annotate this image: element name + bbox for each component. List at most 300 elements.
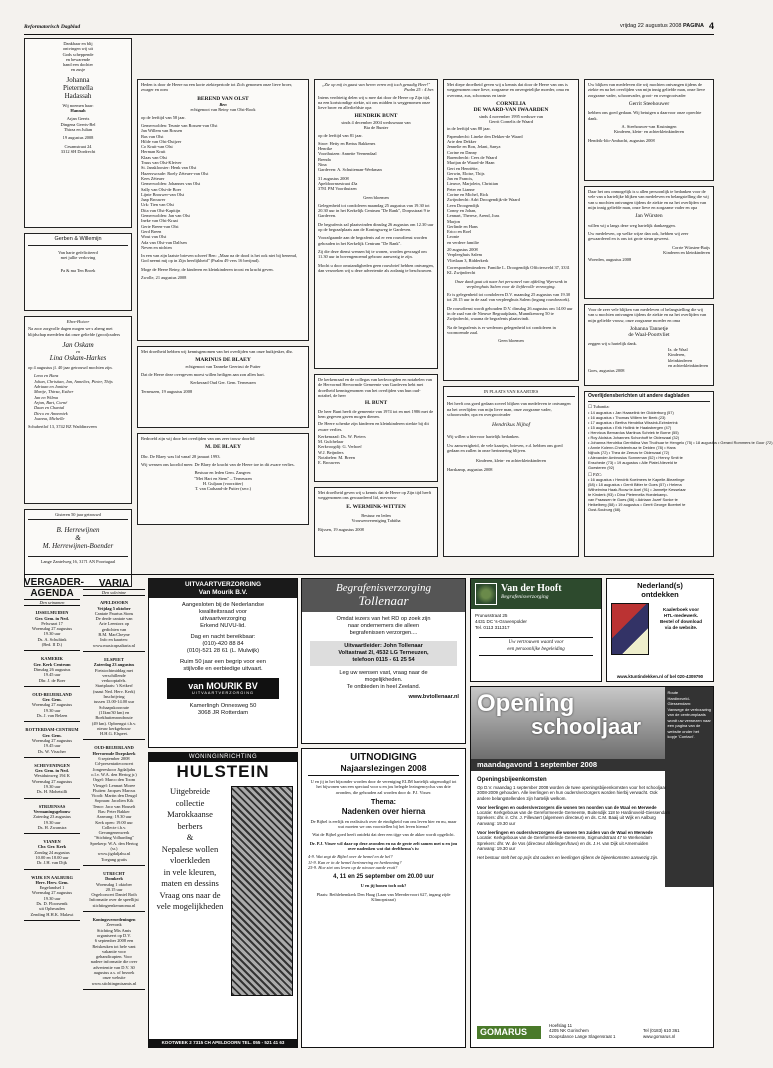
agenda-item-line: Chr. Ger. Kerk bbox=[37, 844, 67, 850]
question-line: 4-9. Wat zegt de Bijbel over de hemel en de hel? bbox=[308, 854, 393, 860]
varia bbox=[83, 578, 145, 1048]
agenda-item-line: Dhr. J. de Boer bbox=[38, 677, 66, 683]
ontdekken-title bbox=[607, 582, 713, 599]
varia-item-line: onze website bbox=[102, 975, 126, 981]
varia-item-line: (naast Ned. Herv. Kerk) bbox=[92, 688, 136, 694]
waard-quote: Onze dank gaat uit naar het personeel van afdeling Wyersenk in verpleeghuis Salem voor de liefdevolle verzorging. bbox=[454, 278, 568, 289]
name-line: Johanna bbox=[66, 75, 90, 84]
call-name: Hannah bbox=[70, 108, 86, 114]
agenda-item-line: Ds. J. van Belzen bbox=[36, 713, 68, 719]
gomarus-footer bbox=[477, 1023, 709, 1040]
varia-item-line: Kerk open: 19.00 uur bbox=[95, 819, 133, 825]
text-line: Locatie: Kerkgebouw van de Gereformeerde Gemeente, Buitendijk 118 te Hardinxveld-Giessendam bbox=[477, 810, 671, 816]
wermink-signature bbox=[318, 513, 434, 524]
name-line: de Waal-Poortvliet bbox=[628, 332, 670, 339]
varia-item-line: De derde cantate van bbox=[95, 616, 133, 622]
name-line: Hadassah bbox=[64, 91, 92, 100]
family-line: Bas van Olst bbox=[141, 133, 164, 139]
family-line: Arie den Dekker bbox=[447, 139, 477, 145]
text-line: Gods scheppende bbox=[62, 51, 94, 57]
family-line: Johan, Christian, Jan, Annelies, Pieter, Thijs bbox=[34, 378, 113, 384]
varia-item-line: stichtingrenkerunoma.nl bbox=[92, 902, 136, 908]
text-line: met jullie verloving bbox=[60, 254, 96, 260]
text-line: UITVAARTVERZORGING bbox=[184, 581, 262, 588]
varia-item-line: Zaterdag 23 augustus bbox=[93, 662, 135, 668]
gomarus-section2: Voor leerlingen en ouders/verzorgers die wonen ten zuiden van de Waal en Merwede bbox=[477, 830, 653, 836]
text-line: Vanwege de verbouwing bbox=[667, 706, 711, 712]
family-line: Ada van Olst-van Dalfsen bbox=[141, 239, 187, 245]
varia-item-line: augustus a.s. of bezoek bbox=[93, 970, 135, 975]
text-line: kleinkinderen bbox=[668, 357, 693, 363]
obituary-item: Heikelberg (58) • 19 augustus • Gerrit George Boerbel te bbox=[588, 501, 686, 507]
text-line: (010)-521 28 61 (L. Mulwijk) bbox=[186, 648, 260, 654]
family-line: Lena en Hans bbox=[34, 373, 59, 379]
text-line: Locatie: Kerkgebouw van de Gereformeerde Gemeente, Sigmundstraat 47 te Werkendam bbox=[477, 835, 652, 841]
church-signatures bbox=[318, 434, 434, 466]
bunt-text4: Zij die deze dienst wensen bij te wonen, worden gevraagd om 11.30 uur in bovengenoemd gebouw aanwezig te zijn. bbox=[318, 248, 427, 260]
waard-since: sinds 4 november 1995 weduwe van bbox=[478, 113, 544, 119]
birth-address bbox=[28, 144, 128, 155]
death-blaey-choir bbox=[137, 433, 309, 525]
gomarus-note: Het bestuur stelt het op prijs dat ouders en leerlingen tijdens de bijeenkomsten aanwezig zijn. bbox=[477, 855, 659, 861]
obituary-item: Enschede (73) • 19 augustus • Alle Platel-Nieveld te bbox=[588, 459, 678, 465]
agenda-item-line: Ds. A. Schultink bbox=[37, 636, 67, 642]
agenda-item-line: Ds. W. Visscher bbox=[38, 748, 66, 754]
varia-item-line: advertentie van D.V. 30 bbox=[93, 964, 135, 970]
hulstein-line: Vraag ons naar de bbox=[159, 889, 221, 900]
family-line: Leen Droogendijk bbox=[447, 202, 480, 208]
thema: Nadenken over hierna bbox=[341, 806, 426, 816]
hulstein-line: maten en dessins bbox=[161, 878, 219, 888]
varia-item-line: Fluiten: Jacques Marcus bbox=[92, 787, 136, 793]
text-line: Aanvang: 19.30 uur bbox=[477, 820, 516, 826]
agenda-item-place: IJSSELMUIDEN bbox=[35, 610, 69, 616]
varia-item-line: (sr.) bbox=[110, 846, 118, 852]
wursten-text: Daar het ons onmogelijk is u allen persoonlijk te bedanken voor de vele van u hartelijke blijken van medeleven en belangstelling die wij van u mochten ontvangen tijdens de ziekte en na het overlijden van mijn innig geliefde man, onze lieve en zorgzame vader en opa bbox=[588, 189, 709, 210]
text-line: Erkend NUVU-lid. bbox=[200, 623, 246, 629]
text-line: telefoon 0115 - 61 25 54 bbox=[352, 657, 415, 663]
text-line: www.gomarus.nl bbox=[643, 1033, 676, 1039]
varia-item-line: gehandicapten. Voor bbox=[96, 954, 132, 960]
text-line: Aangesloten bij de Nederlandse bbox=[181, 602, 265, 608]
text-line: van de centrumplaats bbox=[667, 712, 706, 717]
varia-item-line: Zeevonk bbox=[106, 922, 122, 928]
tollenaar-title-1: Begrafenisverzorging bbox=[336, 582, 431, 594]
varia-item-line: Vioolt: Martin den Deugd bbox=[91, 793, 137, 799]
text-line: Dankbaar en blij bbox=[63, 41, 93, 46]
agenda-item-line: Zaterdag 23 augustus bbox=[33, 814, 71, 820]
uitnodiging-text2: De Bijbel is eerlijk en realistisch over de eindigheid van ons leven hier en nu, maar wat moeten we ons voorstellen bij het leven hierna? bbox=[310, 818, 457, 830]
varia-item-line: 6 september 2008 een bbox=[94, 938, 134, 944]
nijhof-text3: Uw aanwezigheid, de vele kaartjes, brieven, e.d. hebben ons goed gedaan en zullen in onze herinnering blijven. bbox=[447, 442, 563, 454]
steehouwer-name: Gerrit Steehouwer bbox=[628, 100, 670, 107]
agenda-item-line: Pelsvaart 17 bbox=[41, 620, 63, 626]
text-line: Bestuur en leden bbox=[361, 513, 391, 519]
anniversary-text: op 4 augustus jl. 40 jaar getrouwd mochten zijn. bbox=[28, 365, 113, 371]
hulstein-line: vloerkleden bbox=[169, 855, 211, 865]
tollenaar-text bbox=[302, 616, 465, 637]
text-line: Thirza en Julian bbox=[63, 126, 93, 132]
text-line: Voltastraat 2l, 4532 LG Terneuzen, bbox=[338, 650, 429, 656]
text-line: kwaliteitsraad voor bbox=[198, 609, 247, 615]
uitnodiging-title-1: UITNODIGING bbox=[350, 752, 417, 763]
choir-text2: Wij wensen ons koorlid meer. De Blaey de kracht van de Heere toe in dit zware verlies. bbox=[141, 462, 295, 468]
gomarus-text: Op D.V. maandag 1 september 2008 worden de twee openingsbijeenkomsten voor het schooljaar 2008-2009 gehouden. Alle leerlingen en hun ouders/verzorgers worden hierbij verwacht. Ook andere belangstellenden zijn hartelijk welkom. bbox=[477, 785, 667, 801]
agenda-item-line: 19.30 uur bbox=[43, 895, 61, 901]
waard-text3: Na de begrafenis is er wederom gelegenheid tot condoleren in voornoemde zaal. bbox=[447, 324, 556, 335]
agenda-item bbox=[24, 763, 80, 799]
hulstein-body bbox=[149, 782, 297, 996]
varia-item-line: www.musicapsaltaria.nl bbox=[92, 642, 136, 648]
mourik-address bbox=[149, 703, 297, 717]
family-line: Klaas van Olst bbox=[141, 154, 167, 160]
varia-item-line: tussen 13.00-14.00 uur bbox=[93, 699, 135, 705]
name-line: Pieternella bbox=[63, 83, 93, 92]
nijhof-name: Hendrikus Nijhof bbox=[491, 422, 531, 429]
gomarus-section1-list bbox=[477, 810, 669, 826]
text-line: Hoefslag 11 bbox=[549, 1022, 573, 1028]
ad-hulstein bbox=[148, 752, 298, 1048]
bunt-text2: De begrafenis zal plaatsvinden dinsdag 26 augustus om 12.30 uur op de begraafplaats aan de Koningsweg te Gardeven. bbox=[318, 221, 434, 233]
varia-item-line: Cantate Paurtus Sions bbox=[94, 610, 134, 616]
family-line: Papendrecht: Lineke den Dekker-de Waard bbox=[447, 133, 523, 139]
family-line: Peter en Lianne bbox=[447, 186, 475, 192]
gomarus-logo: GOMARUS bbox=[477, 1026, 541, 1039]
varia-item-line: o.l.v. W.A. den Hertog jr.) bbox=[91, 771, 137, 777]
varia-item-line: H.H.G. Elspeet. bbox=[100, 731, 128, 737]
varia-item-line: vakantie voor bbox=[101, 948, 127, 954]
hulstein-line: vele mogelijkheden bbox=[156, 901, 224, 911]
varia-item-place: UTRECHT bbox=[103, 870, 125, 876]
waard-name bbox=[447, 101, 575, 114]
agenda-item-line: Woensdag 27 augustus bbox=[31, 890, 73, 896]
varia-item-line: nieuw kerkgebouw bbox=[97, 725, 131, 731]
bunt-quote: „Zie op mij in gaast van heren veren mij toch genadig Heer!" bbox=[321, 82, 431, 87]
wursten-text2: willen wij u langs deze weg hartelijk dankzeggen. bbox=[588, 222, 676, 228]
ad-van-mourik bbox=[148, 578, 298, 748]
family-line: Daan en Chantal bbox=[34, 405, 65, 411]
pzc-label: ☐ PZC: bbox=[588, 471, 603, 477]
agenda-item-line: uit Opheusden bbox=[39, 906, 65, 912]
ad-van-der-hooft bbox=[470, 578, 602, 682]
agenda-item-line: Ger. Gem. in Ned. bbox=[35, 768, 69, 774]
family-line: Gert en Henriëtte, bbox=[447, 165, 479, 171]
name-line: DE WAARD-VAN IWAARDEN bbox=[473, 107, 549, 114]
hooft-header bbox=[471, 579, 601, 609]
text-line: en zusje bbox=[70, 67, 86, 73]
gomarus-route bbox=[665, 687, 713, 887]
agenda-item bbox=[24, 727, 80, 757]
bunt-no-flowers: Geen bloemen bbox=[363, 194, 389, 200]
tollenaar-text2 bbox=[302, 670, 465, 691]
text-line: Kinderen, klein- en achterkleinkinderen bbox=[614, 129, 684, 135]
tollenaar-web[interactable]: www.bvtollenaar.nl bbox=[408, 694, 459, 700]
family-line: Zwijndrecht: Adri Droogendijk-de Waard bbox=[447, 197, 520, 203]
family-line: Nina bbox=[318, 162, 327, 168]
text-line: Bestel of download bbox=[659, 619, 703, 624]
varia-item-line: Vleugel: Lennart Moree bbox=[92, 782, 136, 788]
family-line: Lijnte Brouwer-van Olst bbox=[141, 191, 185, 197]
text-line: Arjan Geerts bbox=[66, 116, 90, 122]
agenda-item bbox=[24, 610, 80, 651]
agenda-item-line: 19.30 uur bbox=[43, 707, 61, 713]
anniversary-intro: Na zoor zorgvolle dagen mogen we s abeng met blijdschap meedelen dat onze geliefde (groot)ouders bbox=[28, 326, 121, 337]
bunt-address bbox=[318, 181, 434, 192]
nijhof-text: Het heeft ons goed gedaan zoveel blijken van medeleven te ontvangen na het overlijden van mijn lieve man, onze zorgzame vader, schoonvader, opa en overgrootvader bbox=[447, 401, 571, 417]
agenda-item-line: 19.30 uur bbox=[43, 631, 61, 637]
varia-item-line: Inschrijving bbox=[103, 694, 125, 700]
obituary-item: Nijhuis (72) • Thea de Zeeuw te Oldenzaal (72) bbox=[588, 449, 670, 455]
family-line: Martje, Thirza, Esther bbox=[34, 389, 74, 395]
varia-item-line: Info en kaarten: bbox=[100, 637, 128, 643]
family-line: Dirco en Annemiek bbox=[34, 410, 68, 416]
text-line: 4205 NK Gorinchem bbox=[549, 1028, 589, 1033]
agenda-item-line: Ds. H. Zwanstra bbox=[37, 824, 67, 830]
thanks-nijhof bbox=[443, 386, 579, 557]
obituary-item: Goesteren (92) bbox=[588, 464, 615, 470]
obituary-item: • 16 augustus • Thomas Willem ter Beek (23) bbox=[588, 414, 666, 420]
olst-text2: Moge de Heere Reiny, de kinderen en kleinkinderen troost en kracht geven. bbox=[141, 266, 274, 272]
obituary-item: • Roy Aloisius Johannes Schonhoff te Oldenzaal (32) bbox=[588, 434, 680, 440]
olst-call: Ben bbox=[219, 102, 227, 108]
thanks-de-waal bbox=[584, 304, 714, 386]
varia-item-line: (49 km). Opbrengst t.b.v. bbox=[91, 720, 137, 726]
question-line: 25-9. Hoe ziet ons leven op de nieuwe aarde eruit? bbox=[308, 864, 398, 870]
text-line: Iz. de Waal bbox=[668, 347, 688, 353]
agenda-item-line: Westduinweg 194 K bbox=[34, 773, 70, 779]
family-line: Joanna, Michelle bbox=[34, 415, 65, 421]
ad-tollenaar bbox=[301, 578, 466, 744]
ad-gomarus bbox=[470, 686, 714, 1048]
agenda-item-line: Dinsdag 26 augustus bbox=[33, 666, 71, 672]
text-line: naar ondernemers die alleen bbox=[347, 623, 420, 629]
text-line: Giessendam: bbox=[667, 701, 692, 706]
church-name: H. BUNT bbox=[364, 400, 388, 407]
wermink-intro: Met droefheid geven wij u kennis dat de Heere op Zijn tijd heeft weggenomen ons gewaardeerd lid, mevrouw bbox=[318, 490, 432, 501]
blaey-name: MARINUS DE BLAEY bbox=[195, 357, 251, 364]
bunt-text3: Voorafgaande aan de begrafenis zal er een rouwdienst worden gehouden in het Kerkelijk Centrum "De Rank". bbox=[318, 235, 427, 246]
bunt-text5: Mocht u door omstandigheden geen rouwbrief hebben ontvangen, dan verzoeken wij u deze advertentie als zodanig te beschouwen. bbox=[318, 262, 434, 273]
name-line: CORNELIA bbox=[496, 100, 526, 107]
olst-text: In een van zijn laatste brieven schreef Ben: „Maar na de dood is het ook niet bij benemd, God neemt mij op in Zijn heerlijkheid" (Psalm 49 vers 16 berijmd). bbox=[141, 253, 298, 264]
family-line: Marjon bbox=[447, 218, 460, 224]
tubantia-list bbox=[588, 409, 773, 470]
family-line: Jennelie en Ron, Jelani, Sanya bbox=[447, 144, 501, 150]
waal-name bbox=[588, 326, 710, 339]
hulstein-line: Marokkaanse bbox=[167, 809, 213, 819]
birth-date: 19 augustus 2008 bbox=[62, 135, 94, 141]
family-line: Gerwin, Eloise, Thijs bbox=[447, 170, 485, 176]
bunt-since: sinds 4 december 2004 weduwnaar van bbox=[341, 119, 411, 125]
text-line: Corrie Würsten-Buijs bbox=[672, 244, 710, 250]
steehouwer-text2: hebben ons goed gedaan. Wij betuigen u daarvoor onze oprechte dank. bbox=[588, 110, 702, 121]
text-line: Hardinxveld- bbox=[667, 695, 690, 701]
varia-item-line: verschillende bbox=[102, 672, 126, 678]
obituary-item: • 17 augustus • Bertha Hendrika Wissink-Ezbrderink bbox=[588, 419, 678, 425]
uitnodiging-place: Plaats: Bethlehemkerk Den Haag (Laan van Meerdervoort 627, ingang zijde Klimopstraat) bbox=[316, 891, 451, 902]
tollenaar-title-2: Tollenaar bbox=[358, 593, 409, 608]
varia-sub: Den soleinine bbox=[83, 589, 145, 596]
agenda-item-line: Zondag 24 augustus bbox=[34, 849, 70, 855]
bunt-name: HENDRIK BUNT bbox=[354, 113, 398, 120]
text-line: ontvingen wij uit bbox=[62, 46, 93, 52]
thanks-steehouwer bbox=[584, 79, 714, 181]
family-line: Leonie bbox=[447, 234, 460, 240]
text-line: Ruim 50 jaar een begrip voor een bbox=[179, 659, 267, 665]
ontdekken-web[interactable]: www.ktuntindekken.nl of bel 020-4309790 bbox=[616, 674, 704, 679]
gomarus-heading: Openingsbijeenkomsten bbox=[477, 777, 547, 783]
bunt-quote-ref: Psalm 25 : 4 ber. bbox=[404, 87, 434, 93]
varia-item-line: Gevangenenwerk bbox=[98, 830, 130, 836]
family-line: Gerd Breen bbox=[141, 228, 162, 234]
hooft-sub: Begrafenisverzorging bbox=[501, 594, 549, 600]
agenda-sub: Den seinamen bbox=[24, 599, 80, 606]
uitnodiging-text4: Dr. P.J. Visser wil daar op deze avonden en na de grote zelt samen met u en jou over nadenken wat dat deelthema's is: bbox=[309, 840, 458, 852]
death-van-olst bbox=[137, 79, 309, 341]
family-line: Wout van Olst bbox=[141, 234, 167, 240]
family-line: Hazerswoude: Roely Zéteuer-van Olst bbox=[141, 170, 209, 176]
obituary-item: (58) • 18 augustus • Gerrit Bitter te Goes (57) • Helena bbox=[588, 481, 682, 487]
other-papers-title: Overlijdensberichten uit andere dagbladen bbox=[588, 394, 710, 402]
varia-item-line: Startplaats: 't Keikerf bbox=[95, 683, 133, 689]
varia-items bbox=[83, 600, 145, 990]
agenda-item-line: 19.30 uur bbox=[43, 819, 61, 825]
nijhof-signature: Kinderen, klein- en achterkleinkinderen bbox=[476, 457, 546, 463]
anniversary-name-2: Lina Oskam-Harkes bbox=[49, 354, 107, 363]
olst-spouse: echtgenoot van Reiny van Olst-Rook bbox=[190, 107, 256, 113]
varia-item bbox=[83, 657, 145, 740]
text-line: via de website. bbox=[664, 625, 698, 630]
family-line: Barendrecht: Cees de Waard bbox=[447, 154, 497, 160]
hulstein-footer: KOOTWEEK 2 7315 CH APELDOORN TEL. 055 - 521 41 63 bbox=[149, 1039, 297, 1047]
text-line: Prunusstraat 25 bbox=[475, 613, 508, 618]
text-line: E. Brouwers bbox=[318, 460, 340, 466]
varia-item-line: Informatie over de speellijst bbox=[89, 897, 139, 903]
golden-name-2: M. Herrewijnen-Boender bbox=[42, 542, 114, 551]
other-papers-obituaries bbox=[584, 391, 773, 557]
text-line: W.J. Beijnders bbox=[318, 449, 344, 455]
gomarus-photo bbox=[471, 687, 665, 759]
nijhof-head: IN PLAATS VAN KAARTJES bbox=[447, 389, 575, 397]
blaey-spouse: echtgenoot van Tanneke Geertrui de Putter bbox=[185, 363, 261, 369]
text-line: uitvaartverzorging bbox=[199, 616, 247, 622]
agenda-item bbox=[24, 875, 80, 921]
agenda-item-line: Ger. Gem. bbox=[42, 732, 62, 738]
family-line: Gerlinde en Hans bbox=[447, 223, 478, 229]
text-line: hand een dochter bbox=[63, 62, 93, 68]
page-number: 4 bbox=[708, 21, 714, 31]
gomarus-section2-list bbox=[477, 835, 669, 851]
family-line: Urk: Tien van Olst bbox=[141, 202, 174, 208]
text-line: Kamerlingh Onnesweg 50 bbox=[189, 703, 257, 709]
waal-text: Voor de zeer vele blijken van medeleven of belangstelling die wij van u mochten ontvangen tijdens de ziekte en na het overlijden van mijn geliefde vrouw, onze zorgzame moeder en oma bbox=[588, 307, 707, 323]
wermink-date: Rijssen, 19 augustus 2008 bbox=[318, 526, 364, 532]
text-line: T. van Cadsand-de Putter (secr.) bbox=[194, 486, 252, 492]
text-line: een pagina van de bbox=[667, 723, 701, 728]
agenda-items bbox=[24, 610, 80, 921]
varia-item-line: www.stichtingmisamis.nl bbox=[91, 980, 137, 986]
olst-name: BEREND VAN OLST bbox=[197, 95, 249, 102]
golden-name-1: B. Herrewijnen bbox=[56, 526, 100, 535]
varia-item-line: Sprekerp: W.A. den Hertog bbox=[90, 840, 138, 846]
church-text2: De Heere schenke zijn kinderen en kleinkinderen sterkte bij dit zware verlies. bbox=[318, 421, 429, 432]
text-line: H. Guljaan (voorzitter) bbox=[202, 480, 244, 486]
blaey-text: Dat de Heere deze overgeven moest willen heiligen aan zon allen hart. bbox=[141, 372, 265, 378]
waal-signature bbox=[588, 347, 710, 368]
family-line: Jan en Wilma bbox=[34, 394, 58, 400]
family-line: Voorthuizen: Annette Veenendaal bbox=[318, 151, 377, 157]
agenda-item-line: (Bed. II D.) bbox=[41, 642, 63, 648]
thanks-wursten bbox=[584, 186, 714, 299]
family-line: St. Jansklooster: Henk van Olst bbox=[141, 165, 197, 171]
text-line: stijlvolle en eerbiedige uitvaart. bbox=[183, 666, 263, 672]
varia-item bbox=[83, 871, 145, 912]
choir-name: M. DE BLAEY bbox=[205, 444, 241, 451]
varia-item-line: Reiskeuken tot hele vant bbox=[92, 943, 136, 949]
waal-date: Goes, augustus 2008 bbox=[588, 368, 625, 374]
varia-item-line: Bas: Peter Bakker bbox=[98, 808, 130, 814]
family-line: Corine en Danny bbox=[447, 149, 477, 155]
family-line: Gemerwolden: Teunie van Rossen-van Olst bbox=[141, 122, 218, 128]
nijhof-date: Harskamp, augustus 2008 bbox=[447, 466, 493, 472]
text-line: Kaalerboek voor bbox=[663, 607, 699, 612]
uitnodiging-text: U en jij in het bijzonder worden door de vereniging ELIM hartelijk uitgenodigd tot het bijwonen van een speciaal voor u en jou belegde lezingencyclus van drie avonden, die gehouden zal worden door dr. P.J. Visser. bbox=[310, 779, 457, 795]
family-line: Neven en nichten bbox=[141, 244, 172, 250]
waard-husband: Gerrit Cornelis de Waard bbox=[488, 119, 534, 125]
text-line: 3068 JR Rotterdam bbox=[197, 710, 249, 716]
agenda-item-line: Zending H.H.K. Malawi bbox=[30, 911, 74, 917]
rug-image bbox=[231, 786, 293, 996]
birth-announcement bbox=[24, 38, 132, 228]
text-line: Sprekers: dhr. ir. Chr. J. Fillevaert (algemeen directeur) en ds. C.M. Baaij uit Wijk en Aalburg bbox=[477, 815, 656, 821]
family-line: Herman Kruit bbox=[141, 149, 166, 155]
agenda-item bbox=[24, 804, 80, 834]
gomarus-date: maandagavond 1 september 2008 bbox=[471, 759, 671, 771]
text-line: (010)-420 88 84 bbox=[202, 641, 244, 647]
church-intro: De kerkenraad en de collegas van kerkvoogden en notabelen van de Hervormd Hervormde Gemeente van Gardeven hebt met droefheid kennisgenomen van het overlijden van hun oud-notabel, de heer bbox=[318, 377, 432, 398]
death-bunt-church bbox=[314, 374, 438, 482]
family-line: Stroe: Hetty en Bertus Bakkenes bbox=[318, 140, 376, 146]
family-line: en verdere familie bbox=[447, 239, 479, 245]
agenda-title-2: AGENDA bbox=[30, 588, 74, 599]
ad-ontdekken bbox=[606, 578, 714, 682]
obituary-item: • 14 augustus • Jan Haaselink ter Gidderburg (57) bbox=[588, 409, 674, 415]
blaey-date: Terneuzen, 19 augustus 2008 bbox=[141, 388, 193, 394]
golden-head: Gisteren 50 jaar getrouwd bbox=[28, 512, 128, 520]
text-line: Notabelen: M. Breen bbox=[318, 455, 355, 461]
mourik-title bbox=[149, 579, 297, 598]
anniversary-en: en bbox=[75, 348, 81, 354]
family-line: Arjan, Bart, Corné bbox=[34, 399, 68, 405]
bunt-date: 31 augustus 2008 bbox=[318, 175, 349, 181]
agenda-item-line: Woensdag 27 augustus bbox=[31, 702, 73, 708]
uitnodiging-questions bbox=[308, 854, 459, 870]
golden-amp: & bbox=[75, 534, 81, 543]
waard-intro: Met diepe droefheid geven wij u kennis dat door de Heere van ons is weggenomen onze lieve, zorgzame en onvergetelijke moeder, oma en overoma, zus, schoonzus en tante bbox=[447, 82, 570, 98]
agenda-item-place: KAMERIK bbox=[41, 656, 63, 662]
varia-item-line: Orgelconcert Daniel Roth bbox=[91, 892, 137, 898]
text-line: kopje 'Contact'. bbox=[667, 734, 695, 739]
obituary-item: Wilhelmina Haak-Roow te Axel (91) • Jannetje Kesselaar bbox=[588, 486, 686, 492]
ontdekken-body bbox=[607, 603, 713, 655]
nijhof-text2: Wij willen u hiervoor hartelijk bedanken. bbox=[447, 433, 520, 439]
varia-item-line: Domkerk bbox=[105, 876, 123, 882]
golden-address: Lange Zantelweg 16, 3171 AN Poortugaal bbox=[28, 556, 128, 564]
text-line: website onder het bbox=[667, 728, 700, 734]
text-line: Aanvang: 19.30 uur bbox=[477, 845, 516, 851]
agenda-item-line: Ger. Gem. bbox=[42, 697, 62, 703]
gomarus-tel bbox=[643, 1028, 680, 1039]
